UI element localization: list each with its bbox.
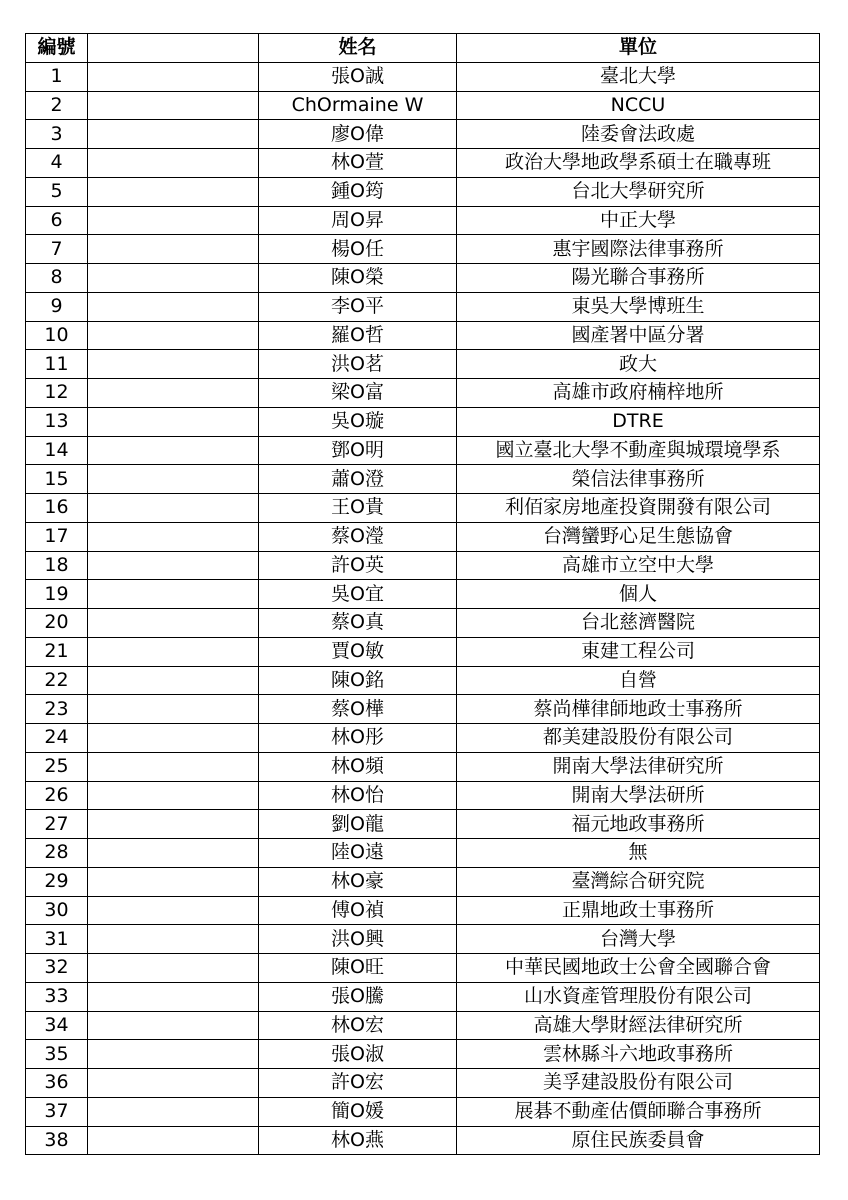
table-row: [26, 609, 820, 638]
row-unit: 台北大學研究所: [457, 177, 820, 206]
row-unit: 台北慈濟醫院: [457, 609, 820, 638]
header-blank: [88, 34, 259, 63]
table-row: [26, 1069, 820, 1098]
row-blank: [88, 637, 259, 666]
row-blank: [88, 436, 259, 465]
row-number: 38: [26, 1126, 88, 1155]
row-name: 張O淑: [259, 1040, 457, 1069]
table-row: [26, 407, 820, 436]
table-row: [26, 580, 820, 609]
row-number: 3: [26, 120, 88, 149]
row-blank: [88, 925, 259, 954]
row-blank: [88, 982, 259, 1011]
row-number: 20: [26, 609, 88, 638]
row-name: 蔡O樺: [259, 695, 457, 724]
row-number: 14: [26, 436, 88, 465]
row-unit: 中正大學: [457, 206, 820, 235]
row-number: 28: [26, 839, 88, 868]
row-name: 蔡O真: [259, 609, 457, 638]
row-name: 許O宏: [259, 1069, 457, 1098]
row-unit: 榮信法律事務所: [457, 465, 820, 494]
row-name: ChOrmaine W: [259, 91, 457, 120]
row-blank: [88, 896, 259, 925]
row-name: 簡O媛: [259, 1097, 457, 1126]
row-number: 9: [26, 292, 88, 321]
table-row: [26, 494, 820, 523]
row-number: 6: [26, 206, 88, 235]
row-unit: 正鼎地政士事務所: [457, 896, 820, 925]
row-number: 19: [26, 580, 88, 609]
row-number: 25: [26, 752, 88, 781]
row-name: 吳O璇: [259, 407, 457, 436]
table-row: [26, 321, 820, 350]
table-row: [26, 264, 820, 293]
table-row: [26, 120, 820, 149]
row-number: 27: [26, 810, 88, 839]
table-row: [26, 177, 820, 206]
row-blank: [88, 292, 259, 321]
row-blank: [88, 580, 259, 609]
header-name: 姓名: [259, 34, 457, 63]
row-number: 24: [26, 724, 88, 753]
row-blank: [88, 954, 259, 983]
row-number: 11: [26, 350, 88, 379]
row-blank: [88, 379, 259, 408]
row-blank: [88, 494, 259, 523]
row-name: 林O萱: [259, 149, 457, 178]
row-unit: 台灣蠻野心足生態協會: [457, 522, 820, 551]
table-row: [26, 982, 820, 1011]
row-name: 陳O旺: [259, 954, 457, 983]
table-row: [26, 666, 820, 695]
row-name: 林O怡: [259, 781, 457, 810]
row-unit: 美孚建設股份有限公司: [457, 1069, 820, 1098]
row-blank: [88, 551, 259, 580]
row-unit: 高雄市立空中大學: [457, 551, 820, 580]
row-name: 廖O偉: [259, 120, 457, 149]
row-name: 楊O任: [259, 235, 457, 264]
row-number: 33: [26, 982, 88, 1011]
row-blank: [88, 609, 259, 638]
row-unit: NCCU: [457, 91, 820, 120]
row-name: 吳O宜: [259, 580, 457, 609]
table-row: [26, 954, 820, 983]
row-number: 32: [26, 954, 88, 983]
table-row: [26, 896, 820, 925]
row-name: 羅O哲: [259, 321, 457, 350]
row-unit: 開南大學法研所: [457, 781, 820, 810]
row-unit: 山水資產管理股份有限公司: [457, 982, 820, 1011]
row-number: 16: [26, 494, 88, 523]
row-number: 2: [26, 91, 88, 120]
table-row: [26, 724, 820, 753]
row-number: 18: [26, 551, 88, 580]
row-name: 林O宏: [259, 1011, 457, 1040]
row-number: 21: [26, 637, 88, 666]
table-row: [26, 465, 820, 494]
header-unit: 單位: [457, 34, 820, 63]
row-unit: 高雄市政府楠梓地所: [457, 379, 820, 408]
row-unit: 福元地政事務所: [457, 810, 820, 839]
row-blank: [88, 62, 259, 91]
row-name: 陳O銘: [259, 666, 457, 695]
row-name: 梁O富: [259, 379, 457, 408]
row-name: 蕭O澄: [259, 465, 457, 494]
row-name: 李O平: [259, 292, 457, 321]
row-number: 15: [26, 465, 88, 494]
row-name: 張O誠: [259, 62, 457, 91]
table-row: [26, 149, 820, 178]
row-blank: [88, 839, 259, 868]
row-blank: [88, 1126, 259, 1155]
table-row: [26, 551, 820, 580]
row-number: 23: [26, 695, 88, 724]
table-row: [26, 235, 820, 264]
row-blank: [88, 810, 259, 839]
row-name: 劉O龍: [259, 810, 457, 839]
row-blank: [88, 752, 259, 781]
row-number: 5: [26, 177, 88, 206]
row-blank: [88, 1040, 259, 1069]
row-number: 36: [26, 1069, 88, 1098]
row-blank: [88, 407, 259, 436]
row-unit: 政大: [457, 350, 820, 379]
row-number: 13: [26, 407, 88, 436]
row-name: 蔡O瀅: [259, 522, 457, 551]
row-unit: 陸委會法政處: [457, 120, 820, 149]
row-name: 鄧O明: [259, 436, 457, 465]
row-number: 17: [26, 522, 88, 551]
row-unit: 國產署中區分署: [457, 321, 820, 350]
row-unit: 東吳大學博班生: [457, 292, 820, 321]
table-row: [26, 522, 820, 551]
row-blank: [88, 522, 259, 551]
row-name: 林O頻: [259, 752, 457, 781]
table-row: [26, 206, 820, 235]
row-number: 4: [26, 149, 88, 178]
table-row: [26, 1011, 820, 1040]
row-name: 王O貴: [259, 494, 457, 523]
row-number: 1: [26, 62, 88, 91]
row-name: 洪O興: [259, 925, 457, 954]
row-number: 10: [26, 321, 88, 350]
row-unit: 雲林縣斗六地政事務所: [457, 1040, 820, 1069]
row-blank: [88, 120, 259, 149]
row-blank: [88, 321, 259, 350]
table-row: [26, 350, 820, 379]
row-name: 張O騰: [259, 982, 457, 1011]
row-number: 22: [26, 666, 88, 695]
row-number: 37: [26, 1097, 88, 1126]
row-name: 陳O榮: [259, 264, 457, 293]
table-row: [26, 379, 820, 408]
row-blank: [88, 1097, 259, 1126]
table-row: [26, 1097, 820, 1126]
row-name: 鍾O筠: [259, 177, 457, 206]
row-number: 34: [26, 1011, 88, 1040]
row-blank: [88, 177, 259, 206]
row-unit: 惠宇國際法律事務所: [457, 235, 820, 264]
row-blank: [88, 1011, 259, 1040]
row-blank: [88, 724, 259, 753]
row-name: 洪O茗: [259, 350, 457, 379]
row-number: 7: [26, 235, 88, 264]
row-unit: 中華民國地政士公會全國聯合會: [457, 954, 820, 983]
row-unit: 政治大學地政學系碩士在職專班: [457, 149, 820, 178]
row-unit: 台灣大學: [457, 925, 820, 954]
table-row: [26, 436, 820, 465]
row-name: 陸O遠: [259, 839, 457, 868]
row-unit: 臺北大學: [457, 62, 820, 91]
table-row: [26, 867, 820, 896]
row-number: 26: [26, 781, 88, 810]
table-row: [26, 810, 820, 839]
row-blank: [88, 867, 259, 896]
row-number: 35: [26, 1040, 88, 1069]
row-blank: [88, 235, 259, 264]
row-name: 許O英: [259, 551, 457, 580]
table-row: [26, 839, 820, 868]
row-number: 12: [26, 379, 88, 408]
row-number: 31: [26, 925, 88, 954]
table-body: [26, 62, 820, 1155]
row-name: 林O豪: [259, 867, 457, 896]
row-name: 林O燕: [259, 1126, 457, 1155]
table-row: [26, 637, 820, 666]
row-unit: 展碁不動產估價師聯合事務所: [457, 1097, 820, 1126]
row-blank: [88, 149, 259, 178]
row-unit: 蔡尚樺律師地政士事務所: [457, 695, 820, 724]
row-unit: 無: [457, 839, 820, 868]
row-unit: 高雄大學財經法律研究所: [457, 1011, 820, 1040]
table-row: [26, 292, 820, 321]
row-unit: 陽光聯合事務所: [457, 264, 820, 293]
row-unit: 開南大學法律研究所: [457, 752, 820, 781]
row-number: 8: [26, 264, 88, 293]
table-row: [26, 1040, 820, 1069]
row-name: 傅O禎: [259, 896, 457, 925]
table-row: [26, 925, 820, 954]
table-row: [26, 752, 820, 781]
row-unit: 原住民族委員會: [457, 1126, 820, 1155]
row-name: 林O彤: [259, 724, 457, 753]
row-blank: [88, 350, 259, 379]
row-name: 周O昇: [259, 206, 457, 235]
row-unit: 臺灣綜合研究院: [457, 867, 820, 896]
row-blank: [88, 1069, 259, 1098]
row-blank: [88, 206, 259, 235]
row-unit: 都美建設股份有限公司: [457, 724, 820, 753]
row-unit: 個人: [457, 580, 820, 609]
attendee-table: [25, 33, 820, 1155]
table-row: [26, 695, 820, 724]
row-unit: 東建工程公司: [457, 637, 820, 666]
row-number: 30: [26, 896, 88, 925]
row-name: 賈O敏: [259, 637, 457, 666]
row-unit: DTRE: [457, 407, 820, 436]
header-number: 編號: [26, 34, 88, 63]
row-number: 29: [26, 867, 88, 896]
table-row: [26, 1126, 820, 1155]
row-blank: [88, 465, 259, 494]
row-blank: [88, 695, 259, 724]
row-blank: [88, 781, 259, 810]
row-unit: 自營: [457, 666, 820, 695]
table-row: [26, 781, 820, 810]
row-unit: 利佰家房地產投資開發有限公司: [457, 494, 820, 523]
row-unit: 國立臺北大學不動產與城環境學系: [457, 436, 820, 465]
row-blank: [88, 666, 259, 695]
row-blank: [88, 264, 259, 293]
row-blank: [88, 91, 259, 120]
table-row: [26, 62, 820, 91]
table-header-row: [26, 34, 820, 63]
table-row: [26, 91, 820, 120]
